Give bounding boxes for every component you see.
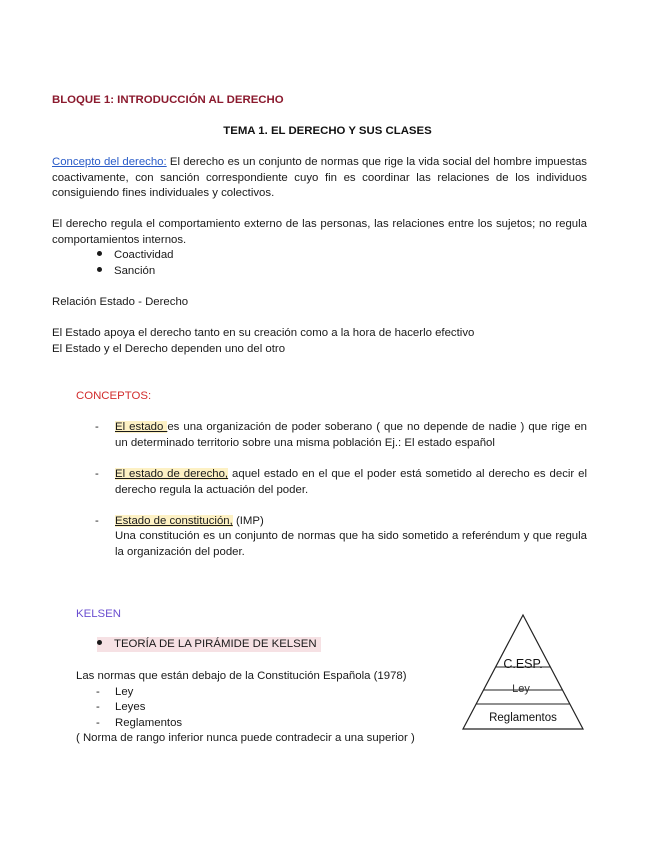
concepto-suffix: (IMP) [232, 515, 264, 527]
relacion-line: El Estado y el Derecho dependen uno del otro [52, 343, 286, 355]
relacion-title: Relación Estado - Derecho [52, 296, 189, 308]
concepto-label: Concepto del derecho: [52, 156, 167, 168]
concepto-item-text: es una organización de poder soberano ( que no depende de nadie ) que rige en un determinado territorio sobre una misma población Ej.: El estado español [115, 421, 587, 449]
bullet-icon [97, 251, 102, 256]
pyramid-level-bottom: Reglamentos [489, 712, 557, 724]
dash-marker: - [95, 421, 99, 433]
pyramid-level-middle: Ley [512, 683, 530, 695]
dash-marker: - [96, 717, 100, 729]
bullet-icon [97, 640, 102, 645]
concepto-item [115, 420, 587, 451]
kelsen-heading: KELSEN [76, 608, 121, 620]
concepto-item-text: Una constitución es un conjunto de normas que ha sido sometido a referéndum y que regula la organización del poder. [115, 530, 587, 558]
concepto-item [115, 467, 587, 498]
kelsen-note: ( Norma de rango inferior nunca puede contradecir a una superior ) [76, 732, 415, 744]
dash-marker: - [96, 686, 100, 698]
dash-marker: - [96, 701, 100, 713]
kelsen-intro: Las normas que están debajo de la Constitución Española (1978) [76, 670, 407, 682]
bullet-icon [97, 267, 102, 272]
kelsen-pyramid [458, 612, 588, 734]
pyramid-level-top: C.ESP. [503, 657, 543, 671]
page-title: TEMA 1. EL DERECHO Y SUS CLASES [223, 125, 432, 137]
relacion-line: El Estado apoya el derecho tanto en su creación como a la hora de hacerlo efectivo [52, 327, 475, 339]
conceptos-heading: CONCEPTOS: [76, 390, 152, 402]
block-title: BLOQUE 1: INTRODUCCIÓN AL DERECHO [52, 94, 284, 106]
bullet-text: Coactividad [114, 249, 174, 261]
concepto-term: Estado de constitución, [115, 515, 233, 527]
concepto-item-text: aquel estado en el que el poder está sometido al derecho es decir el derecho regula la actuación del poder. [115, 468, 588, 496]
list-item: Reglamentos [115, 717, 183, 729]
concepto-paragraph [52, 155, 587, 202]
concepto-term: El estado de derecho, [115, 468, 229, 480]
kelsen-bullet [97, 637, 321, 652]
list-item [97, 264, 155, 279]
list-item: Ley [115, 686, 134, 698]
regula-paragraph: El derecho regula el comportamiento externo de las personas, las relaciones entre los sujetos; no regula comportamientos internos. [52, 218, 587, 246]
concepto-text: El derecho es un conjunto de normas que rige la vida social del hombre impuestas coactivamente, con sanción correspondiente cuyo fin es coordinar las relaciones de los individuos consiguiendo fines individuales y colectivos. [52, 156, 587, 199]
list-item [97, 248, 174, 263]
concepto-term: El estado [115, 421, 168, 433]
list-item: Leyes [115, 701, 146, 713]
bullet-text: Sanción [114, 265, 156, 277]
concepto-item [115, 514, 264, 529]
dash-marker: - [95, 515, 99, 527]
dash-marker: - [95, 468, 99, 480]
kelsen-bullet-text: TEORÍA DE LA PIRÁMIDE DE KELSEN [114, 638, 317, 650]
